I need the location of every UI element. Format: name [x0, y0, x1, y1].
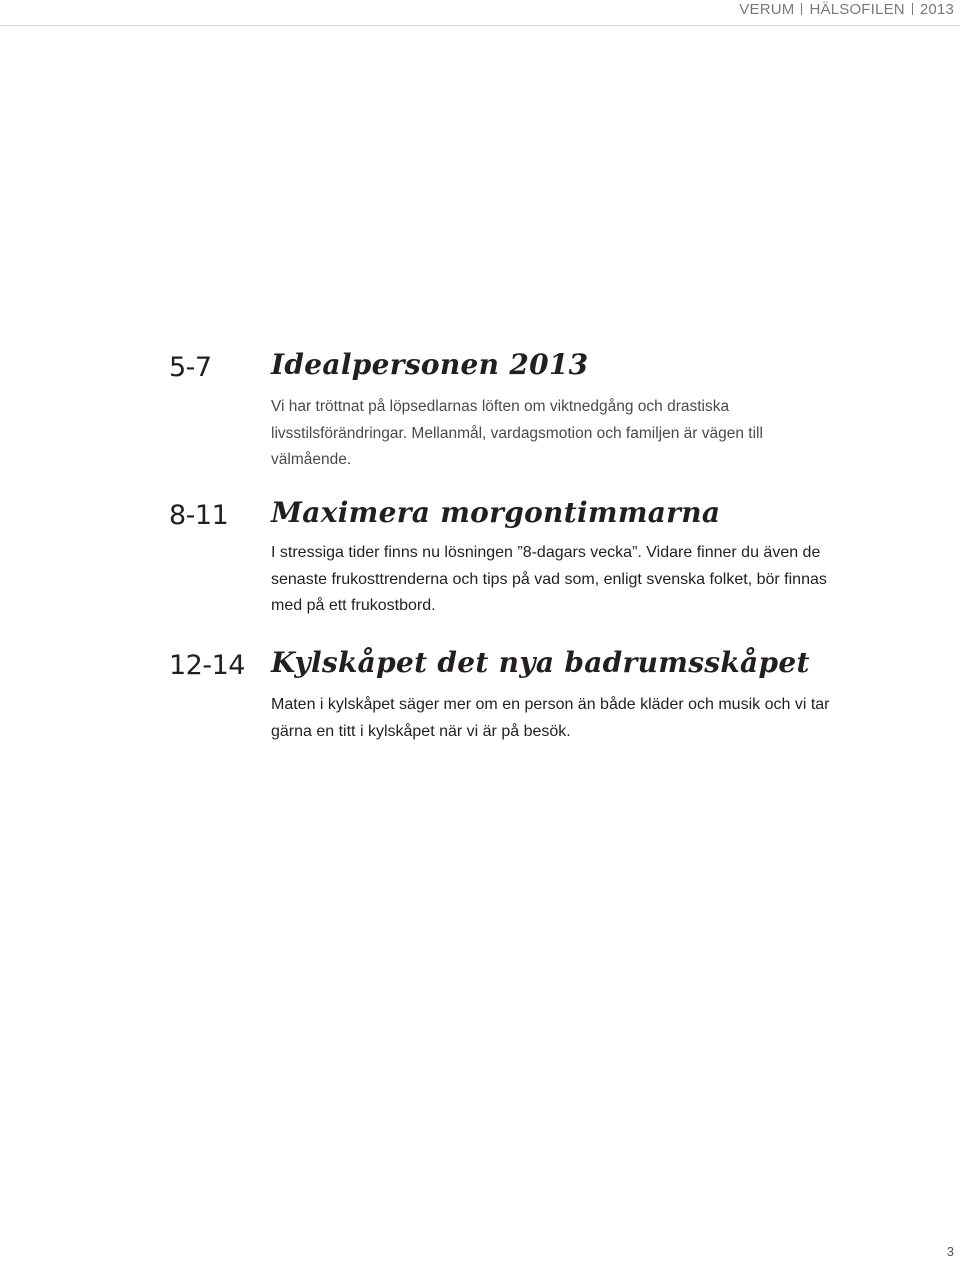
- header-divider: [0, 25, 960, 26]
- toc-entry-title: Maximera morgontimmarna: [271, 496, 721, 529]
- header-separator: [801, 3, 802, 15]
- page-number: 3: [946, 1244, 954, 1259]
- header-year: 2013: [919, 1, 954, 18]
- toc-entry-title: Kylskåpet det nya badrumsskåpet: [271, 646, 810, 679]
- toc-page-range: 12-14: [169, 650, 245, 681]
- toc-page-range: 8-11: [169, 500, 229, 531]
- toc-entry-description: I stressiga tider finns nu lösningen ”8-dagars vecka”. Vidare finner du även de senaste frukosttrenderna och tips på vad som, enligt svenska folket, bör finnas med på ett frukostbord.: [271, 544, 827, 614]
- running-header: [739, 0, 960, 20]
- toc-entry-title: Idealpersonen 2013: [271, 348, 589, 381]
- header-separator: [912, 3, 913, 15]
- toc-entry-description: Vi har tröttnat på löpsedlarnas löften om viktnedgång och drastiska livsstilsförändringar. Mellanmål, vardagsmotion och familjen är vägen till välmående.: [271, 398, 763, 468]
- toc-entry-description: Maten i kylskåpet säger mer om en person än både kläder och musik och vi tar gärna en titt i kylskåpet när vi är på besök.: [271, 696, 830, 740]
- header-publication: VERUM: [739, 1, 795, 18]
- header-section: HÄLSOFILEN: [809, 1, 905, 18]
- toc-page-range: 5-7: [169, 352, 212, 383]
